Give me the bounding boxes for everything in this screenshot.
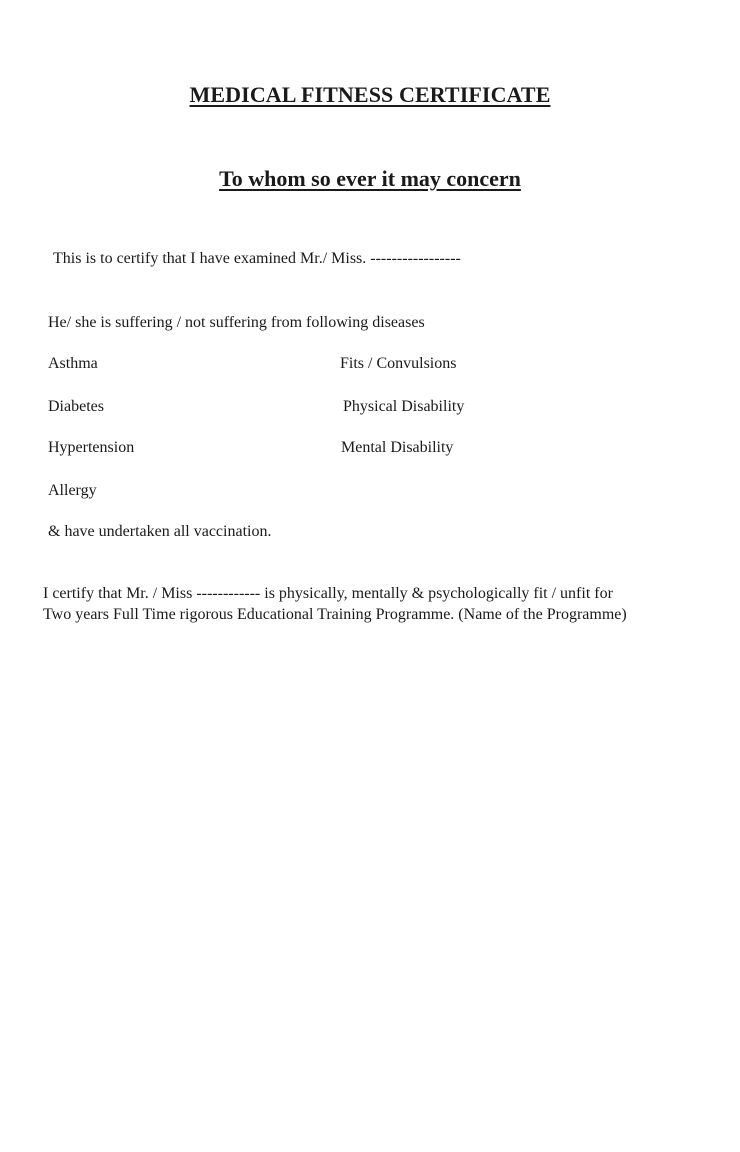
disease-item-mental-disability: Mental Disability (341, 439, 454, 456)
disease-item-diabetes: Diabetes (48, 398, 104, 415)
disease-item-allergy: Allergy (48, 482, 97, 499)
page-title: MEDICAL FITNESS CERTIFICATE (189, 82, 551, 107)
certification-line-2: Two years Full Time rigorous Educational Training Programme. (Name of the Programme) (43, 606, 627, 623)
page-subtitle: To whom so ever it may concern (219, 166, 521, 191)
certification-line-1: I certify that Mr. / Miss ------------ is physically, mentally & psychologically fit / unfit for (43, 585, 613, 602)
disease-status-statement: He/ she is suffering / not suffering from following diseases (48, 314, 425, 331)
disease-item-asthma: Asthma (48, 355, 98, 372)
vaccination-statement: & have undertaken all vaccination. (48, 523, 272, 540)
disease-item-hypertension: Hypertension (48, 439, 135, 456)
examination-statement: This is to certify that I have examined Mr./ Miss. ----------------- (53, 250, 461, 267)
disease-item-fits-convulsions: Fits / Convulsions (340, 355, 457, 372)
disease-item-physical-disability: Physical Disability (343, 398, 465, 415)
